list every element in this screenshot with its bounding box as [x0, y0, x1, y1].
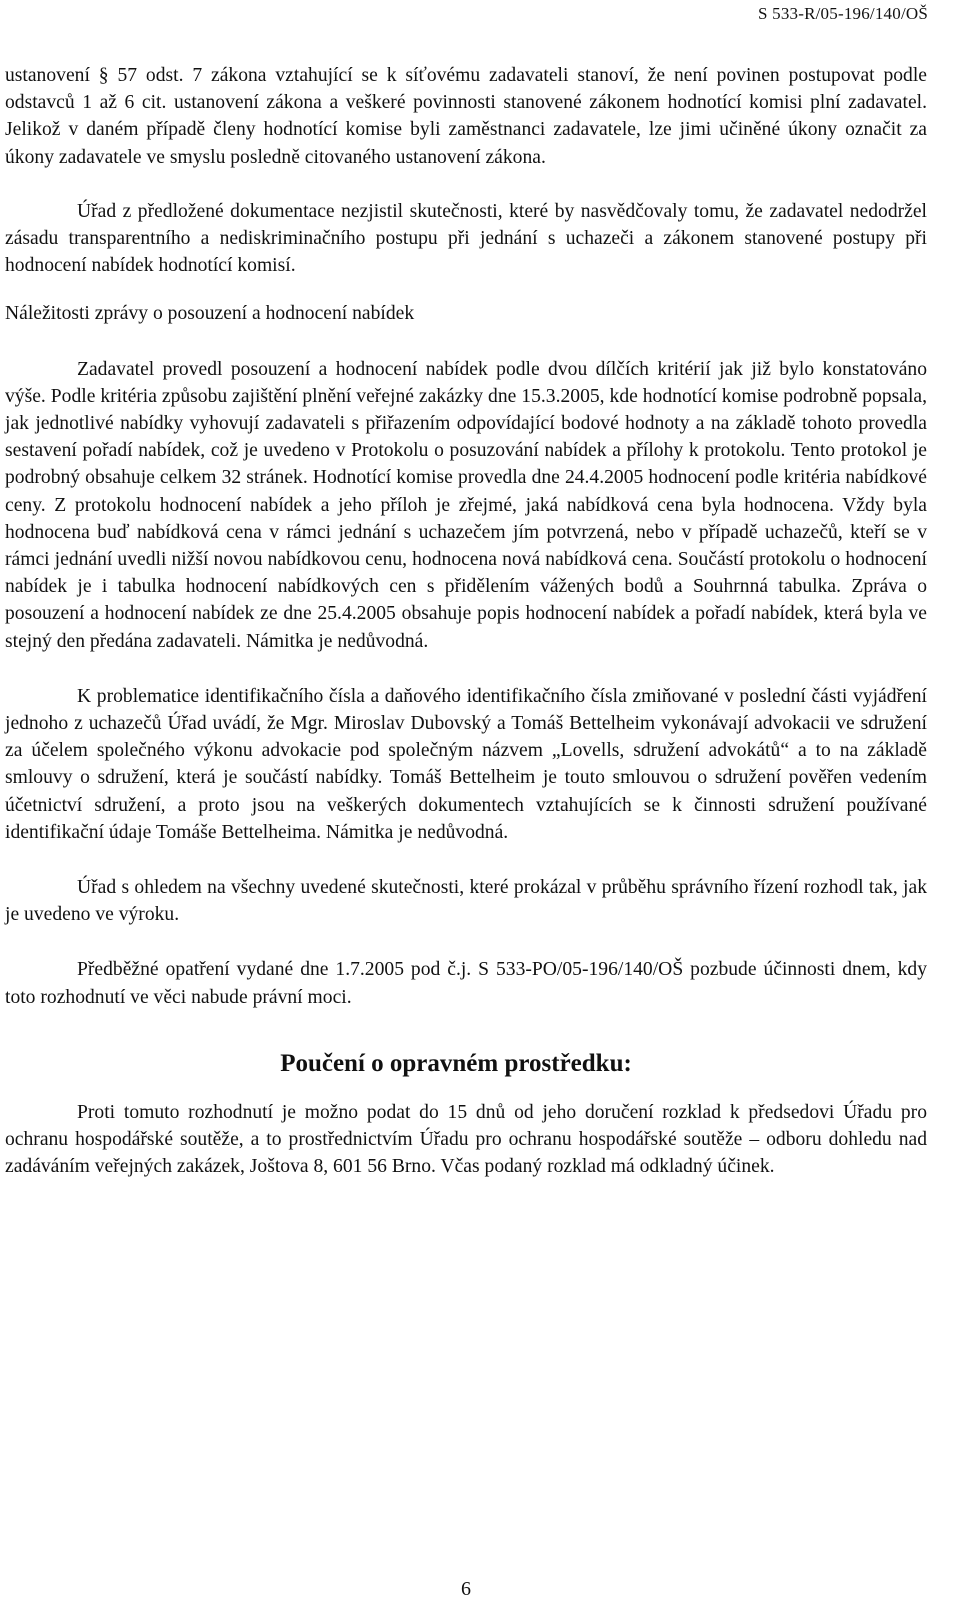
heading-appeal-instruction: Poučení o opravném prostředku:	[280, 1049, 632, 1077]
paragraph-evaluation-process: Zadavatel provedl posouzení a hodnocení nabídek podle dvou dílčích kritérií jak již bylo konstatováno výše. Podle kritéria způsobu zajištění plnění veřejné zakázky dne 15.3.2005, kde hodnotící komise podrobně popsala, jak jednotlivé nabídky vyhovují zadavateli s přiřazením odpovídající bodové hodnoty a na základě tohoto provedla sestavení pořadí nabídek, což je uvedeno v Protokolu o posuzování nabídek a přílohy k protokolu. Tento protokol je podrobný obsahuje celkem 32 stránek. Hodnotící komise provedla dne 24.4.2005 hodnocení podle kritéria nabídkové ceny. Z protokolu hodnocení nabídek a jeho příloh je zřejmé, jaká nabídková cena byla hodnocena. Vždy byla hodnocena buď nabídková cena v rámci jednání s uchazečem jím potvrzená, nebo v případě uchazečů, kteří se v rámci jednání uvedli nižší novou nabídkovou cenu, hodnocena nová nabídková cena. Součástí protokolu o hodnocení nabídek je i tabulka hodnocení nabídkových cen s přidělením vážených bodů a Souhrnná tabulka. Zpráva o posouzení a hodnocení nabídek ze dne 25.4.2005 obsahuje popis hodnocení nabídek a pořadí nabídek, která byla ve stejný den předána zadavateli. Námitka je nedůvodná.	[5, 358, 927, 652]
section-title-report-requirements: Náležitosti zprávy o posouzení a hodnocení nabídek	[5, 303, 415, 325]
paragraph-identification-numbers: K problematice identifikačního čísla a daňového identifikačního čísla zmiňované v poslední části vyjádření jednoho z uchazečů Úřad uvádí, že Mgr. Miroslav Dubovský a Tomáš Bettelheim vykonávají advokacii ve sdružení za účelem společného výkonu advokacie pod společným názvem „Lovells, sdružení advokátů“ a to na základě smlouvy o sdružení, která je součástí nabídky. Tomáš Bettelheim je touto smlouvou o sdružení pověřen vedením účetnictví sdružení, a proto jsou na veškerých dokumentech vztahujících se k činnosti sdružení používané identifikační údaje Tomáše Bettelheima. Námitka je nedůvodná.	[5, 685, 927, 843]
paragraph-decision-summary: Úřad s ohledem na všechny uvedené skutečnosti, které prokázal v průběhu správního řízení rozhodl tak, jak je uvedeno ve výroku.	[5, 877, 927, 926]
paragraph-preliminary-measure: Předběžné opatření vydané dne 1.7.2005 pod č.j. S 533-PO/05-196/140/OŠ pozbude účinnosti dnem, kdy toto rozhodnutí ve věci nabude právní moci.	[5, 959, 927, 1008]
paragraph-legal-provision: ustanovení § 57 odst. 7 zákona vztahující se k síťovému zadavateli stanoví, že není povinen postupovat podle odstavců 1 až 6 cit. ustanovení zákona a veškeré povinnosti stanovené zákonem hodnotící komisi plní zadavatel. Jelikož v daném případě členy hodnotící komise byli zaměstnanci zadavatele, lze jimi učiněné úkony označit za úkony zadavatele ve smyslu posledně citovaného ustanovení zákona.	[5, 65, 927, 168]
paragraph-office-findings: Úřad z předložené dokumentace nezjistil skutečnosti, které by nasvědčovaly tomu, že zadavatel nedodržel zásadu transparentního a nediskriminačního postupu při jednání s uchazeči a zákonem stanovené postupy při hodnocení nabídek hodnotící komisí.	[5, 200, 927, 277]
paragraph-appeal-details: Proti tomuto rozhodnutí je možno podat do 15 dnů od jeho doručení rozklad k předsedovi Úřadu pro ochranu hospodářské soutěže, a to prostřednictvím Úřadu pro ochranu hospodářské soutěže – odboru dohledu nad zadáváním veřejných zakázek, Joštova 8, 601 56 Brno. Včas podaný rozklad má odkladný účinek.	[5, 1101, 927, 1178]
page-number: 6	[461, 1578, 471, 1600]
document-reference: S 533-R/05-196/140/OŠ	[758, 4, 928, 23]
document-body	[5, 62, 927, 1181]
